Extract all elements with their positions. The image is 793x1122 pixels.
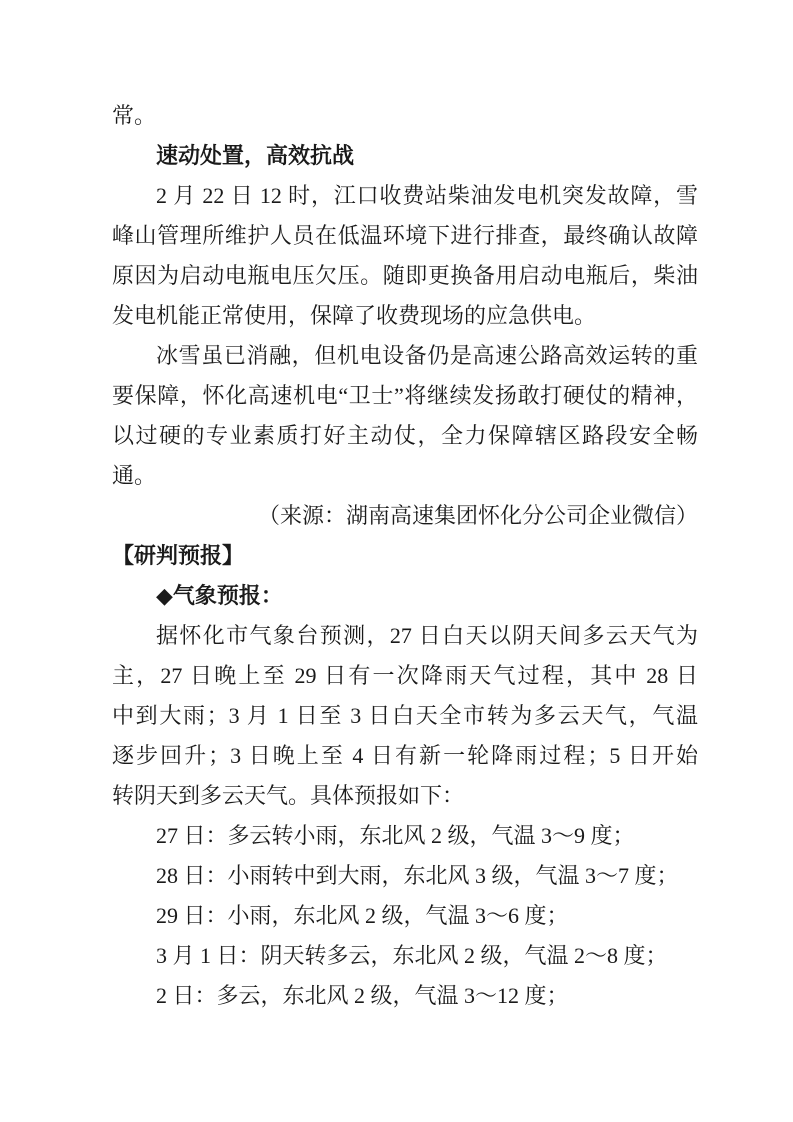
source-attribution: （来源：湖南高速集团怀化分公司企业微信） (257, 503, 698, 528)
paragraph-line: 冰雪虽已消融，但机电设备仍是高速公路高效运转的重 (156, 343, 698, 368)
paragraph-line: 中到大雨；3 月 1 日至 3 日白天全市转为多云天气，气温 (112, 703, 698, 728)
paragraph-line: 以过硬的专业素质打好主动仗，全力保障辖区路段安全畅 (112, 423, 698, 448)
daily-forecast-line: 27 日：多云转小雨，东北风 2 级，气温 3～9 度； (156, 823, 635, 848)
paragraph-line: 2 月 22 日 12 时，江口收费站柴油发电机突发故障，雪 (156, 183, 698, 208)
article-subheading: 速动处置，高效抗战 (156, 143, 355, 168)
document-body (112, 96, 698, 1016)
paragraph-line: 原因为启动电瓶电压欠压。随即更换备用启动电瓶后，柴油 (112, 263, 698, 288)
paragraph-line: 主，27 日晚上至 29 日有一次降雨天气过程，其中 28 日 (112, 663, 698, 688)
paragraph-line: 转阴天到多云天气。具体预报如下： (112, 783, 465, 808)
daily-forecast-line: 3 月 1 日：阴天转多云，东北风 2 级，气温 2～8 度； (156, 943, 668, 968)
paragraph-continuation: 常。 (112, 103, 157, 128)
daily-forecast-line: 29 日：小雨，东北风 2 级，气温 3～6 度； (156, 903, 569, 928)
subsection-title: ◆气象预报： (156, 583, 283, 608)
paragraph-line: 据怀化市气象台预测，27 日白天以阴天间多云天气为 (156, 623, 698, 648)
paragraph-line: 要保障，怀化高速机电“卫士”将继续发扬敢打硬仗的精神， (112, 383, 698, 408)
paragraph-line: 逐步回升；3 日晚上至 4 日有新一轮降雨过程；5 日开始 (112, 743, 698, 768)
daily-forecast-line: 28 日：小雨转中到大雨，东北风 3 级，气温 3～7 度； (156, 863, 679, 888)
daily-forecast-line: 2 日：多云，东北风 2 级，气温 3～12 度； (156, 983, 569, 1008)
paragraph-line: 发电机能正常使用，保障了收费现场的应急供电。 (112, 303, 597, 328)
paragraph-line: 通。 (112, 463, 157, 488)
section-title: 【研判预报】 (112, 543, 245, 568)
paragraph-line: 峰山管理所维护人员在低温环境下进行排查，最终确认故障 (112, 223, 698, 248)
